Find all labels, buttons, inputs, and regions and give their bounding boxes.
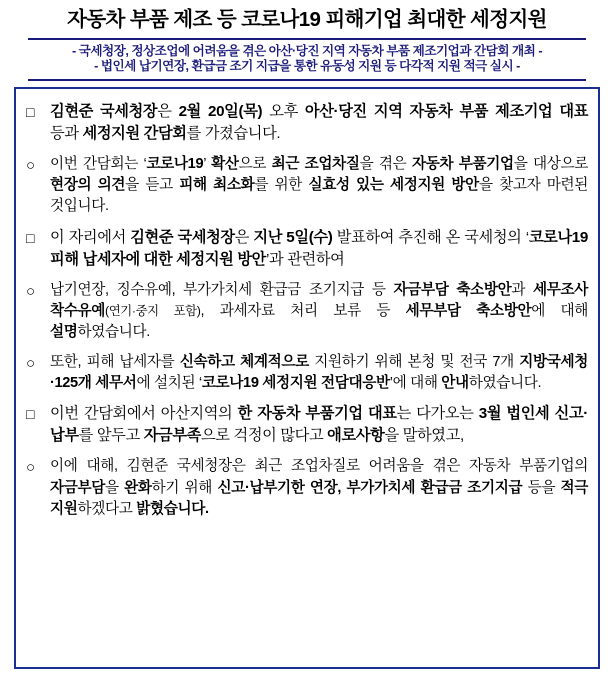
text-run: 밝혔습니다. (136, 500, 209, 517)
text-run: 납기연장, 징수유예, 부가가치세 환급금 조기지급 등 (50, 281, 394, 298)
text-run: 실효성 있는 세정지원 방안 (308, 177, 479, 194)
text-run: 자금부족 (143, 427, 201, 445)
text-run: 을 말하였고, (384, 427, 464, 445)
text-run: 을 (105, 479, 125, 496)
text-run: 이번 간담회에서 아산지역의 (50, 405, 238, 423)
paragraph-text (50, 101, 588, 145)
text-run: 를 가졌습니다. (186, 125, 281, 143)
text-run: 신속하고 체계적으로 (179, 354, 309, 371)
text-run: 세무조사 착수유예 (50, 281, 589, 319)
text-run: , 과세자료 처리 보류 등 (200, 302, 406, 319)
text-run: 를 위한 (254, 177, 309, 194)
circle-bullet-icon: ○ (26, 355, 36, 373)
text-run: 이에 대해, 김현준 국세청장은 최근 조업차질로 어려움을 겪은 자동차 부품기업의 (50, 458, 588, 475)
text-run: 를 앞두고 (78, 427, 144, 445)
text-run: 과 (511, 281, 534, 298)
text-run: 확산 (211, 156, 239, 173)
text-run: 세정지원 간담회 (82, 125, 187, 143)
circle-bullet-icon: ○ (26, 282, 36, 300)
text-run: ’ (203, 156, 212, 173)
square-bullet-icon: □ (26, 104, 35, 121)
text-run: 코로나19 세정지원 전담대응반 (201, 375, 390, 392)
paragraph-item (26, 403, 588, 447)
text-run: 자동차 부품기업 (411, 156, 514, 173)
text-run: 적극 지원 (50, 479, 589, 517)
circle-bullet-icon: ○ (26, 459, 36, 477)
text-run: 이 자리에서 (50, 228, 131, 246)
paragraph-text (50, 227, 588, 271)
text-run: 신고·납부기한 연장, 부가가치세 환급금 조기지급 (217, 479, 523, 496)
content-box (14, 87, 600, 669)
paragraph-text (50, 280, 588, 343)
text-run: 하였습니다. (468, 375, 542, 392)
text-run: 김현준 국세청장 (130, 228, 235, 246)
paragraph-item (26, 352, 588, 394)
subtitle-1: - 국세청장, 정상조업에 어려움을 겪은 아산·당진 지역 자동차 부품 제조기업과 간담회 개최 - (71, 43, 543, 58)
paragraph-item (26, 456, 588, 519)
text-run: 오후 (262, 103, 305, 121)
text-run: 은 (234, 228, 254, 246)
paragraph-text (50, 456, 588, 519)
paragraph-item (26, 227, 588, 271)
text-run: 자금부담 축소방안 (393, 281, 512, 298)
page-title: 자동차 부품 제조 등 코로나19 피해기업 최대한 세정지원 (67, 8, 547, 31)
text-run: 코로나19 피해 납세자에 대한 세정지원 방안 (50, 228, 588, 268)
text-run: 애로사항 (327, 427, 385, 445)
text-run: 하였습니다. (77, 323, 150, 340)
square-bullet-icon: □ (26, 406, 35, 423)
text-run: 을 대상으로 (513, 156, 588, 173)
divider-bottom (28, 79, 586, 81)
text-run: 하겠다고 (77, 500, 137, 517)
text-run: 또한, 피해 납세자를 (50, 354, 180, 371)
text-run: 으로 걱정이 많다고 (200, 427, 328, 445)
text-run: 지원하기 위해 본청 및 전국 7개 (308, 354, 520, 371)
text-run: 이번 간담회는 ‘ (50, 156, 147, 173)
text-run: 발표하여 추진해 온 국세청의 ‘ (332, 228, 529, 246)
paragraph-item (26, 101, 588, 145)
text-run: 아산·당진 지역 자동차 부품 제조기업 대표 (304, 103, 589, 121)
text-run: 에 대해 (531, 302, 588, 319)
text-run: 을 듣고 (125, 177, 180, 194)
text-run: 자금부담 (50, 479, 105, 496)
text-run: 안내 (441, 375, 469, 392)
text-run: 은 (157, 103, 179, 121)
paragraph-text (50, 403, 588, 447)
text-run: 김현준 국세청장 (50, 103, 158, 121)
circle-bullet-icon: ○ (26, 157, 36, 175)
text-run: 피해 최소화 (179, 177, 255, 194)
text-run: 설명 (50, 323, 78, 340)
text-run: 으로 (238, 156, 272, 173)
text-run: 한 자동차 부품기업 대표 (237, 405, 397, 423)
text-run: 코로나19 (146, 156, 204, 173)
text-run: 을 찾고자 마련된 것입니다. (50, 177, 588, 215)
text-run: 최근 조업차질 (271, 156, 360, 173)
text-run: 지방국세청·125개 세무서 (50, 354, 589, 392)
text-run: 에 설치된 ‘ (136, 375, 202, 392)
text-run: 현장의 의견 (50, 177, 126, 194)
text-run: 완화 (124, 479, 152, 496)
paragraph-text (50, 154, 588, 217)
text-run: 을 겪은 (359, 156, 412, 173)
text-run: 등을 (522, 479, 561, 496)
text-run: 는 다가오는 (396, 405, 479, 423)
text-run: (연기·중지 포함) (105, 303, 201, 318)
text-run: 등과 (50, 125, 83, 143)
paragraph-text (50, 352, 588, 394)
text-run: 세무부담 축소방안 (405, 302, 532, 319)
text-run: 지난 5일(수) (253, 228, 333, 246)
text-run: ’과 관련하여 (265, 250, 345, 268)
square-bullet-icon: □ (26, 229, 35, 246)
divider-top (28, 38, 586, 40)
text-run: 3월 법인세 신고·납부 (50, 405, 588, 445)
text-run: 하기 위해 (151, 479, 218, 496)
text-run: 2월 20일(목) (178, 103, 263, 121)
paragraph-item (26, 154, 588, 217)
paragraph-item (26, 280, 588, 343)
subtitle-2: - 법인세 납기연장, 환급금 조기 지급을 통한 유동성 지원 등 다각적 지원 적극 실시 - (94, 59, 520, 74)
text-run: ’에 대해 (389, 375, 442, 392)
